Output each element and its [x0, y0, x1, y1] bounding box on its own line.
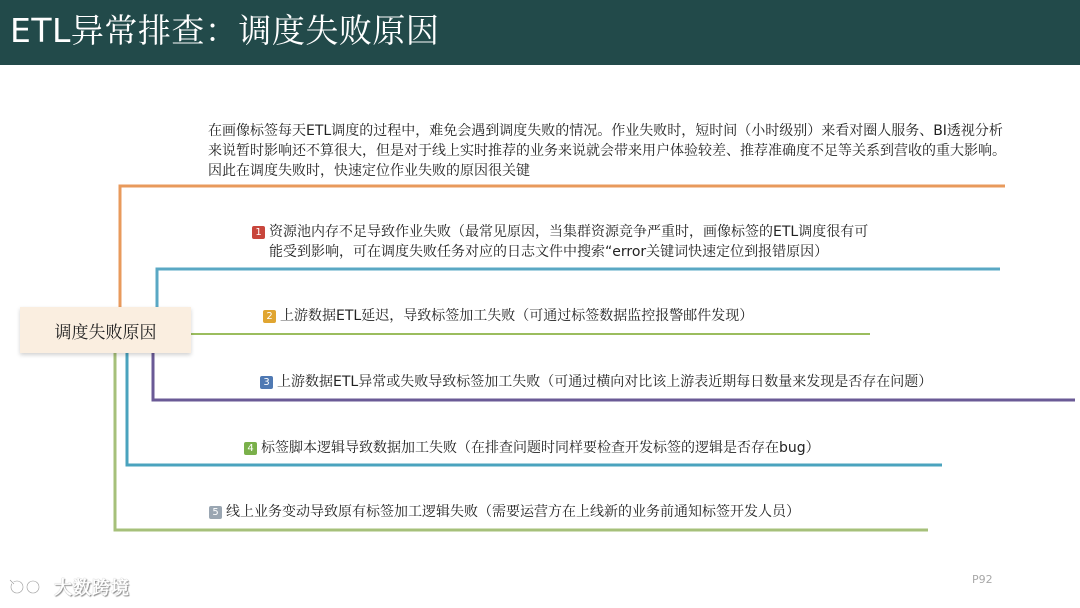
- branch-4-text: 标签脚本逻辑导致数据加工失败（在排查问题时同样要检查开发标签的逻辑是否存在bug）: [261, 440, 820, 456]
- branch-4-node: [244, 438, 820, 458]
- branch-2-node: [263, 306, 753, 326]
- root-label: 调度失败原因: [54, 322, 157, 343]
- number-2-icon: 2: [263, 310, 276, 323]
- intro-node: 在画像标签每天ETL调度的过程中，难免会遇到调度失败的情况。作业失败时，短时间（小时级别）来看对圈人服务、BI透视分析来说暂时影响还不算很大，但是对于线上实时推荐的业务来说就会带来用户体验较差、推荐准确度不足等关系到营收的重大影响。因此在调度失败时，快速定位作业失败的原因很关键: [208, 123, 1006, 179]
- branch-2-text: 上游数据ETL延迟，导致标签加工失败（可通过标签数据监控报警邮件发现）: [280, 308, 754, 324]
- watermark-logo-icon: [8, 576, 48, 598]
- branch-1-line-1: [252, 222, 868, 242]
- branch-5-node: [209, 502, 800, 522]
- branch-5-text: 线上业务变动导致原有标签加工逻辑失败（需要运营方在上线新的业务前通知标签开发人员）: [226, 504, 800, 520]
- branch-1-line-2: 能受到影响，可在调度失败任务对应的日志文件中搜索“error关键词快速定位到报错原因）: [269, 244, 829, 260]
- branch-3-text: 上游数据ETL异常或失败导致标签加工失败（可通过横向对比该上游表近期每日数量来发现是否存在问题）: [277, 374, 933, 390]
- page-title: ETL异常排查：调度失败原因: [10, 11, 440, 50]
- branch-3-node: [260, 372, 932, 392]
- number-3-icon: 3: [260, 376, 273, 389]
- branch-1-node: [252, 222, 868, 262]
- page-number: P92: [972, 573, 993, 586]
- number-1-icon: 1: [252, 226, 265, 239]
- watermark: [8, 574, 130, 600]
- root-node: [20, 307, 191, 353]
- branch-1-text-a: 资源池内存不足导致作业失败（最常见原因，当集群资源竞争严重时，画像标签的ETL调度很有可: [269, 224, 869, 240]
- watermark-text: 大数跨境: [54, 578, 130, 599]
- number-5-icon: 5: [209, 506, 222, 519]
- number-4-icon: 4: [244, 442, 257, 455]
